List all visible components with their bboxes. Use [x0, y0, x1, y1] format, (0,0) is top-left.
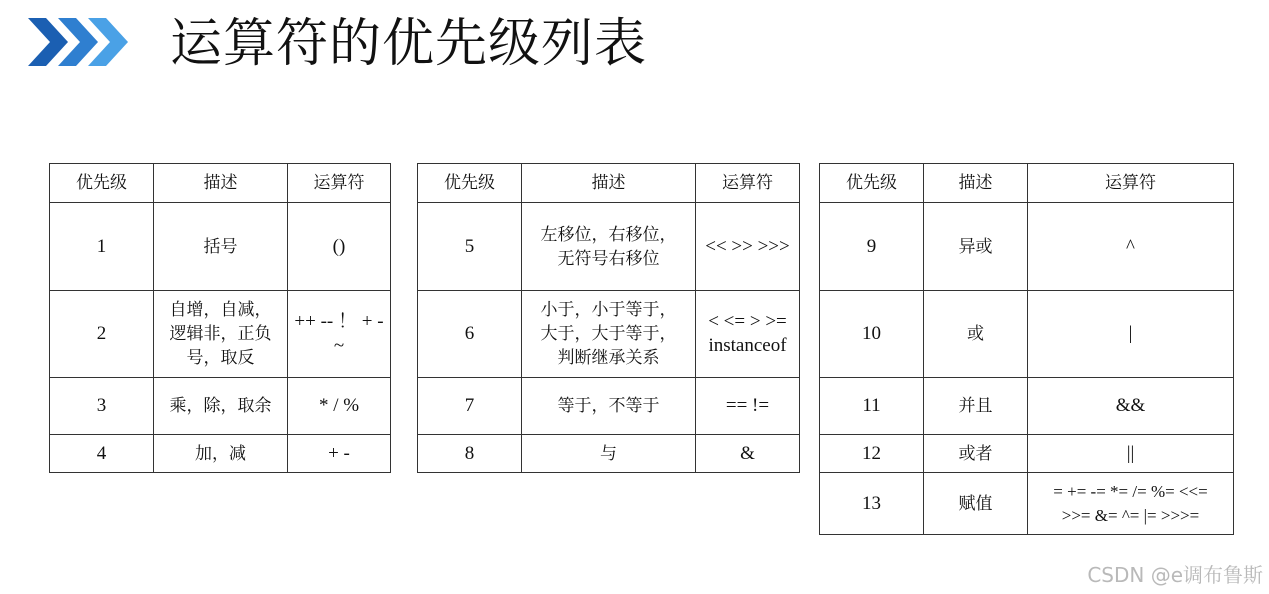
priority-table-1 — [49, 163, 391, 473]
priority-cell: 7 — [418, 378, 522, 435]
table-row — [820, 473, 1234, 535]
desc-cell: 乘，除，取余 — [154, 378, 288, 435]
priority-cell: 3 — [50, 378, 154, 435]
priority-cell: 13 — [820, 473, 924, 535]
op-cell: ^ — [1028, 203, 1234, 291]
header-desc: 描述 — [924, 164, 1028, 203]
op-cell: = += -= *= /= %= <<= >>= &= ^= |= >>>= — [1028, 473, 1234, 535]
priority-cell: 4 — [50, 435, 154, 473]
table-header-row — [820, 164, 1234, 203]
header-desc: 描述 — [522, 164, 696, 203]
priority-cell: 8 — [418, 435, 522, 473]
table-row — [820, 435, 1234, 473]
header-priority: 优先级 — [50, 164, 154, 203]
op-cell: + - — [288, 435, 391, 473]
op-cell: | — [1028, 291, 1234, 378]
table-row — [820, 291, 1234, 378]
desc-cell: 与 — [522, 435, 696, 473]
table-row — [50, 203, 391, 291]
priority-table-3 — [819, 163, 1234, 535]
header-priority: 优先级 — [820, 164, 924, 203]
desc-cell: 左移位，右移位， 无符号右移位 — [522, 203, 696, 291]
table-row — [418, 203, 800, 291]
op-cell: && — [1028, 378, 1234, 435]
desc-cell: 异或 — [924, 203, 1028, 291]
op-cell: << >> >>> — [696, 203, 800, 291]
desc-cell: 加，减 — [154, 435, 288, 473]
op-cell: == != — [696, 378, 800, 435]
op-cell: () — [288, 203, 391, 291]
header-op: 运算符 — [1028, 164, 1234, 203]
op-cell: || — [1028, 435, 1234, 473]
table-row — [50, 291, 391, 378]
priority-cell: 2 — [50, 291, 154, 378]
desc-cell: 等于，不等于 — [522, 378, 696, 435]
desc-cell: 或者 — [924, 435, 1028, 473]
table-row — [50, 378, 391, 435]
table-row — [418, 378, 800, 435]
op-cell: < <= > >= instanceof — [696, 291, 800, 378]
priority-cell: 6 — [418, 291, 522, 378]
priority-cell: 10 — [820, 291, 924, 378]
table-row — [820, 203, 1234, 291]
priority-cell: 11 — [820, 378, 924, 435]
table-row — [418, 291, 800, 378]
desc-cell: 括号 — [154, 203, 288, 291]
op-cell: & — [696, 435, 800, 473]
header-desc: 描述 — [154, 164, 288, 203]
watermark: CSDN @e调布鲁斯 — [1087, 563, 1263, 587]
op-cell: ++ -- ！ + - ~ — [288, 291, 391, 378]
table-row — [820, 378, 1234, 435]
chevron-arrows-icon — [28, 14, 140, 70]
priority-cell: 5 — [418, 203, 522, 291]
desc-cell: 小于，小于等于， 大于，大于等于， 判断继承关系 — [522, 291, 696, 378]
desc-cell: 自增，自减， 逻辑非，正负 号，取反 — [154, 291, 288, 378]
table-row — [50, 435, 391, 473]
header-op: 运算符 — [288, 164, 391, 203]
table-header-row — [418, 164, 800, 203]
header-priority: 优先级 — [418, 164, 522, 203]
priority-table-2 — [417, 163, 800, 473]
table-header-row — [50, 164, 391, 203]
header-op: 运算符 — [696, 164, 800, 203]
desc-cell: 赋值 — [924, 473, 1028, 535]
title-bar — [28, 10, 140, 74]
priority-cell: 1 — [50, 203, 154, 291]
table-row — [418, 435, 800, 473]
desc-cell: 并且 — [924, 378, 1028, 435]
priority-cell: 12 — [820, 435, 924, 473]
page-title: 运算符的优先级列表 — [170, 14, 648, 74]
desc-cell: 或 — [924, 291, 1028, 378]
priority-cell: 9 — [820, 203, 924, 291]
op-cell: * / % — [288, 378, 391, 435]
